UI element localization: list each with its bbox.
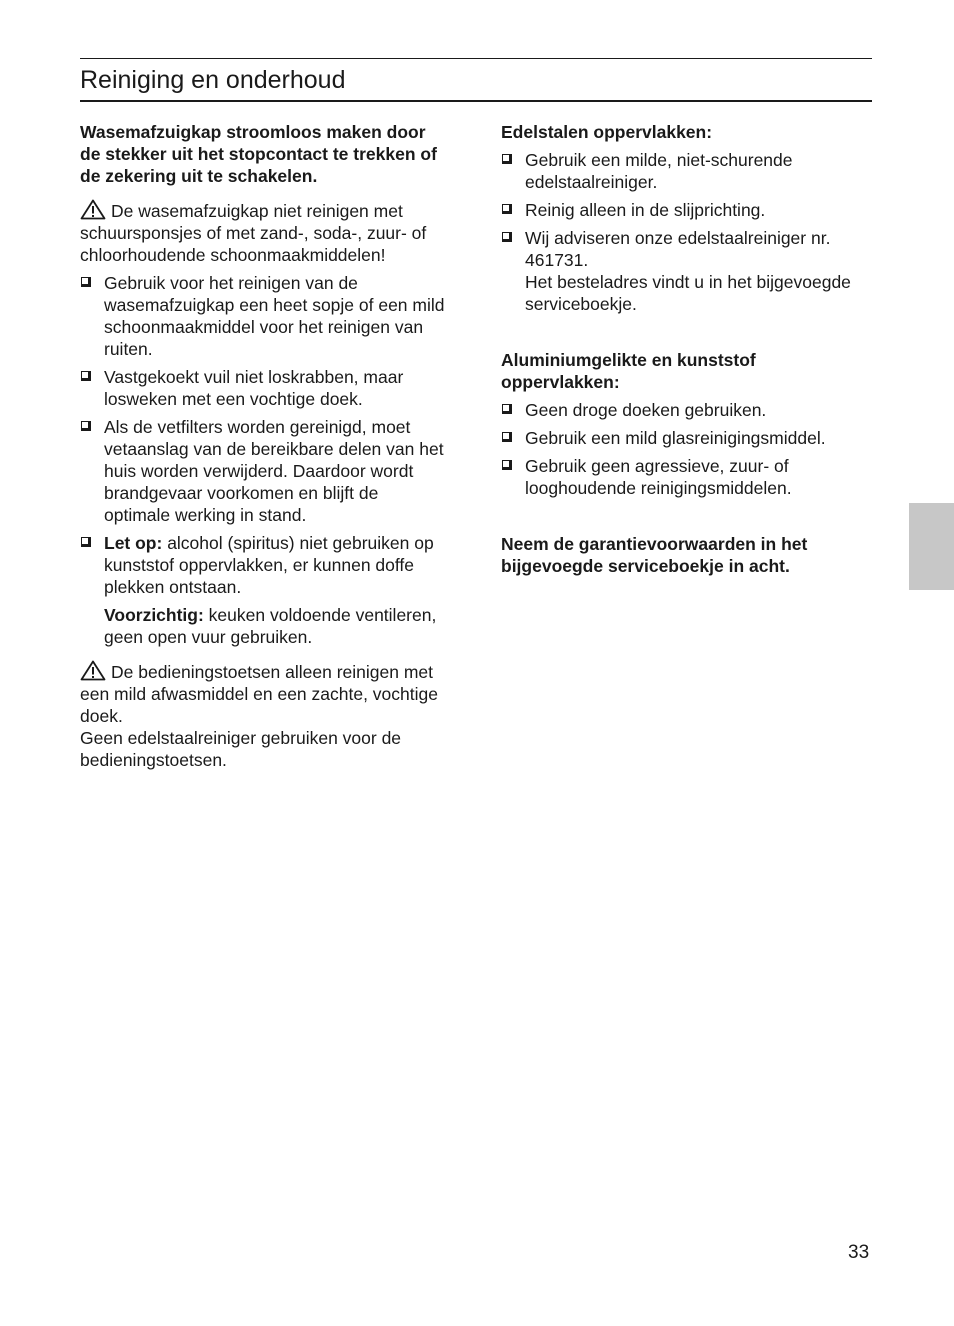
intro-instruction: Wasemafzuigkap stroomloos maken door de stekker uit het stopcontact te trekken of de zekering uit te schakelen. [80, 122, 437, 186]
checkbox-bullet-icon [502, 404, 512, 414]
list-item-text: Reinig alleen in de slijprichting. [525, 200, 766, 220]
list-item-text: Gebruik een mild glasreinigingsmiddel. [525, 428, 826, 448]
list-item [80, 532, 445, 598]
warning-triangle-icon [80, 199, 106, 219]
checkbox-bullet-icon [502, 232, 512, 242]
stainless-heading: Edelstalen oppervlakken: [501, 122, 713, 142]
list-item [80, 416, 445, 526]
checkbox-bullet-icon [502, 460, 512, 470]
list-item [501, 149, 871, 193]
checkbox-bullet-icon [502, 204, 512, 214]
list-item [80, 366, 445, 410]
letop-label: Let op: [104, 533, 163, 553]
checkbox-bullet-icon [81, 537, 91, 547]
page-number: 33 [848, 1242, 870, 1263]
list-item-text: Wij adviseren onze edelstaalreiniger nr. 461731. [525, 228, 831, 270]
letop-text: alcohol (spiritus) niet gebruiken op kunststof oppervlakken, er kunnen doffe plekken ontstaan. [104, 533, 434, 597]
list-item-text: Als de vetfilters worden gereinigd, moet vetaanslag van de bereikbare delen van het huis worden verwijderd. Daardoor wordt brandgevaar voorkomen en blijft de optimale werking in stand. [104, 417, 444, 525]
left-column [80, 121, 445, 771]
list-item-text: Vastgekoekt vuil niet loskrabben, maar losweken met een vochtige doek. [104, 367, 404, 409]
warning-text-1: De wasemafzuigkap niet reinigen met schuursponsjes of met zand-, soda-, zuur- of chloorhoudende schoonmaakmiddelen! [80, 201, 427, 265]
guarantee-note: Neem de garantievoorwaarden in het bijgevoegde serviceboekje in acht. [501, 534, 808, 576]
list-item-text: Gebruik geen agressieve, zuur- of looghoudende reinigingsmiddelen. [525, 456, 792, 498]
voorzichtig-text: keuken voldoende ventileren, geen open vuur gebruiken. [104, 605, 437, 647]
header-top-rule [80, 58, 872, 59]
voorzichtig-label: Voorzichtig: [104, 605, 204, 625]
checkbox-bullet-icon [502, 154, 512, 164]
warning-text-2-extra: Geen edelstaalreiniger gebruiken voor de bedieningstoetsen. [80, 728, 402, 770]
list-item [501, 427, 871, 449]
checkbox-bullet-icon [502, 432, 512, 442]
list-item-text: Geen droge doeken gebruiken. [525, 400, 767, 420]
list-item-text: Gebruik voor het reinigen van de wasemafzuigkap een heet sopje of een mild schoonmaakmiddel voor het reinigen van ruiten. [104, 273, 445, 359]
list-item [501, 199, 871, 221]
caution-note [80, 604, 445, 648]
page-title: Reiniging en onderhoud [80, 66, 346, 94]
list-item-text-extra: Het besteladres vindt u in het bijgevoegde serviceboekje. [525, 272, 851, 314]
checkbox-bullet-icon [81, 371, 91, 381]
list-item [80, 272, 445, 360]
warning-text-2: De bedieningstoetsen alleen reinigen met een mild afwasmiddel en een zachte, vochtige doek. [80, 662, 438, 726]
list-item [501, 399, 871, 421]
warning-paragraph-1 [80, 199, 445, 266]
checkbox-bullet-icon [81, 277, 91, 287]
header-bottom-rule [80, 100, 872, 102]
aluminium-heading: Aluminiumgelikte en kunststof oppervlakken: [501, 350, 756, 392]
warning-triangle-icon [80, 660, 106, 680]
warning-paragraph-2 [80, 660, 445, 727]
list-item [501, 455, 871, 499]
section-side-tab [909, 503, 954, 590]
list-item [501, 227, 871, 315]
checkbox-bullet-icon [81, 421, 91, 431]
right-column [501, 121, 871, 577]
list-item-text: Gebruik een milde, niet-schurende edelstaalreiniger. [525, 150, 793, 192]
